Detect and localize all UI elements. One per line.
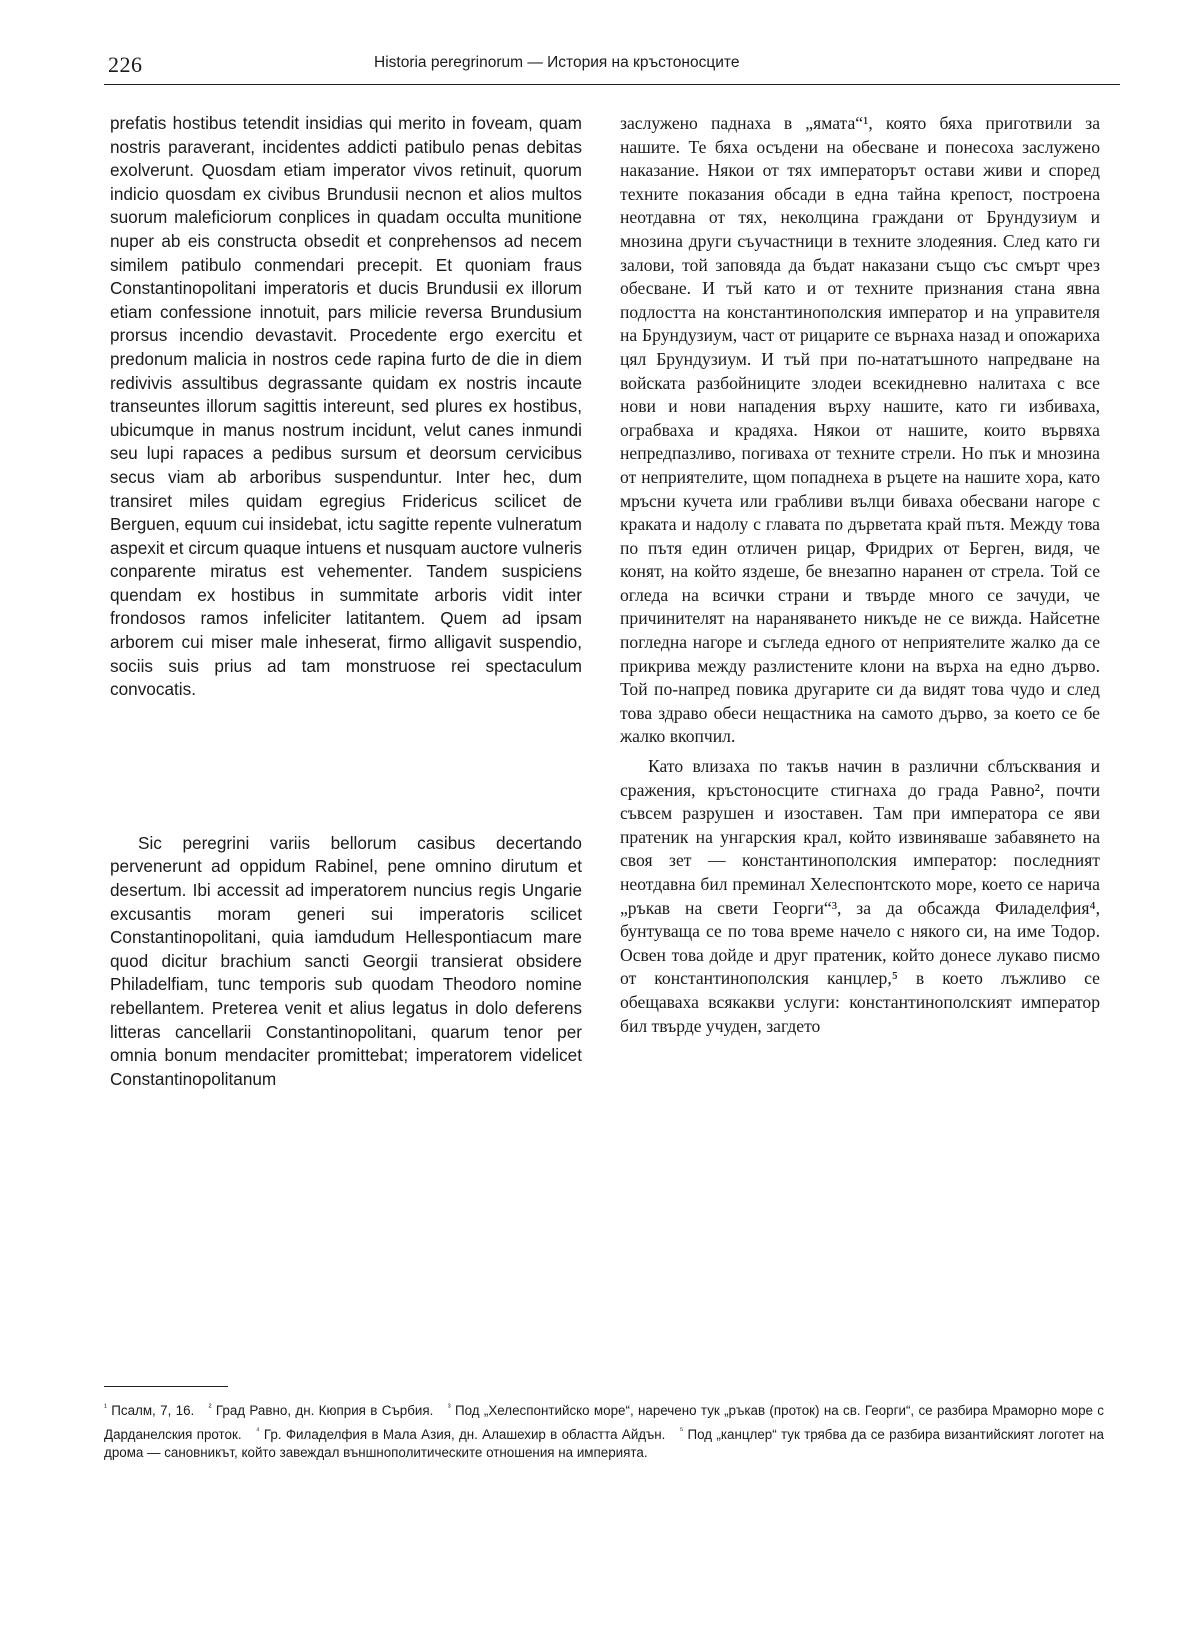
footnotes bbox=[104, 1398, 1104, 1463]
footnote-2: Град Равно, дн. Кюприя в Сърбия. bbox=[215, 1403, 434, 1419]
running-title: Historia peregrinorum — История на кръстоносците bbox=[374, 54, 740, 71]
footnote-1: Псалм, 7, 16. bbox=[111, 1403, 195, 1419]
bulgarian-paragraph-2: Като влизаха по такъв начин в различни сблъсквания и сражения, кръстоносците стигнаха до града Равно², почти съвсем разрушен и изоставен. Там при императора се яви пратеник на унгарския крал, който извиняваше забавянето на своя зет — константинополския император: последният неотдавна бил преминал Хелеспонтското море, което се нарича „ръкав на свети Георги“³, за да обсажда Филаделфия⁴, бунтуваща се по това време начело с някого си, на име Тодор. Освен това дойде и друг пратеник, който донесе лукаво писмо от константинополския канцлер,⁵ в което лъжливо се обещаваха всякакви услуги: константинополският император бил твърде учуден, загдето bbox=[620, 756, 1100, 1036]
footnote-block bbox=[104, 1398, 1104, 1463]
column-spacer bbox=[110, 702, 582, 832]
latin-column bbox=[110, 112, 582, 1091]
footnote-4: Гр. Филаделфия в Мала Азия, дн. Алашехир в областта Айдън. bbox=[263, 1426, 666, 1442]
latin-paragraph-2: Sic peregrini variis bellorum casibus decertando pervenerunt ad oppidum Rabinel, pene omnino dirutum et desertum. Ibi accessit ad imperatorem nuncius regis Ungarie excusantis moram generi sui imperatoris scilicet Constantinopolitani, quia iamdudum Hellespontiacum mare quod dicitur brachium sancti Georgii transierat obsidere Philadelfiam, tunc temporis sub quodam Theodoro nomine rebellantem. Preterea venit et alius legatus in dolo deferens litteras cancellarii Constantinopolitani, quarum tenor per omnia bonum mendaciter promittebat; imperatorem videlicet Constantinopolitanum bbox=[110, 832, 582, 1089]
bulgarian-column bbox=[620, 112, 1100, 1038]
footnote-3: Под „Хелеспонтийско море“, наречено тук „ръкав (проток) на св. Георги“, се разбира Мраморно море с Дарданелския проток. bbox=[104, 1403, 1104, 1442]
page-number: 226 bbox=[108, 52, 143, 77]
footnote-mark: ³ bbox=[447, 1402, 451, 1412]
bulgarian-paragraph-1: заслужено паднаха в „ямата“¹, която бяха приготвили за нашите. Те бяха осъдени на обесване и понесоха заслужено наказание. Някои от тях императорът остави живи и според техните показания обсади в една тайна крепост, построена неотдавна от тях, неколцина граждани от Брундузиум и мнозина други съучастници в техните злодеяния. След като ги залови, той заповяда да бъдат наказани също със смърт чрез обесване. И тъй като и от техните признания стана явна подлостта на константинополския император и на управителя на Брундузиум, част от рицарите се върнаха назад и опожариха цял Брундузиум. И тъй при по-нататъшното напредване на войската разбойниците злодеи всекидневно налитаха с все нови и нови нападения върху нашите, като ги избиваха, ограбваха и крадяха. Някои от нашите, които вървяха непредпазливо, погиваха от техните стрели. Но пък и мнозина от неприятелите, щом попаднеха в ръцете на нашите хора, като мръсни кучета или грабливи вълци биваха обесвани нагоре с краката и надолу с главата по дърветата край пътя. Между това по пътя един отличен рицар, Фридрих от Берген, видя, че конят, на който яздеше, бе внезапно наранен от стрела. Той се огледа на всички страни и твърде много се зачуди, че причинителят на нараняването никъде не се вижда. Найсетне погледна нагоре и съгледа едного от неприятелите жалко да се прикрива между разлистените клони на върха на едно дърво. Той по-напред повика другарите си да видят това чудо и след това здраво обеси нещастника на самото дърво, за което се бе жалко вкопчил. bbox=[620, 113, 1100, 747]
footnote-mark: ⁵ bbox=[679, 1425, 684, 1436]
header-rule bbox=[104, 84, 1120, 85]
footnote-mark: ¹ bbox=[104, 1402, 107, 1412]
footnote-mark: ⁴ bbox=[255, 1425, 260, 1436]
footnote-mark: ² bbox=[208, 1402, 212, 1412]
footnote-rule bbox=[104, 1386, 228, 1387]
latin-paragraph-1: prefatis hostibus tetendit insidias qui merito in foveam, quam nostris paraverant, incidentes addicti patibulo penas debitas exolverunt. Quosdam etiam imperator vivos retinuit, quorum indicio quosdam ex civibus Brundusii necnon et alios multos suorum maleficiorum conplices in quadam occulta munitione nuper ab eis constructa obsedit et conprehensos ad necem similem patibulo conmendari precepit. Et quoniam fraus Constantinopolitani imperatoris et ducis Brundusii ex illorum etiam confessione innotuit, pars milicie reversa Brundusium prorsus incendio devastavit. Procedente ergo exercitu et predonum malicia in nostros cede rapina furto de die in diem redivivis assultibus degrassante quidam ex nostris incaute transeuntes illorum sagittis intereunt, sed plures ex hostibus, ubicumque in manus nostrum incidunt, velut canes inmundi seu lupi rapaces a pedibus sursum et deorsum cervicibus secus viam ab arboribus suspenduntur. Inter hec, dum transiret miles quidam egregius Fridericus scilicet de Berguen, equum cui insidebat, ictu sagitte repente vulneratum aspexit et circum quaque intuens et nusquam auctore vulneris conparente miratus est vehementer. Tandem suspiciens quendam ex hostibus in summitate arboris vidit inter frondosos ramos infeliciter latitantem. Quem ad ipsam arborem cui miser male inheserat, firmo alligavit suspendio, sociis suis prius ad tam monstruose rei spectaculum convocatis. bbox=[110, 113, 582, 700]
footnote-5: Под „канцлер“ тук трябва да се разбира византийският логотет на дрома — сановникът, който завеждал външнополитическите отношения на империята. bbox=[104, 1426, 1104, 1461]
